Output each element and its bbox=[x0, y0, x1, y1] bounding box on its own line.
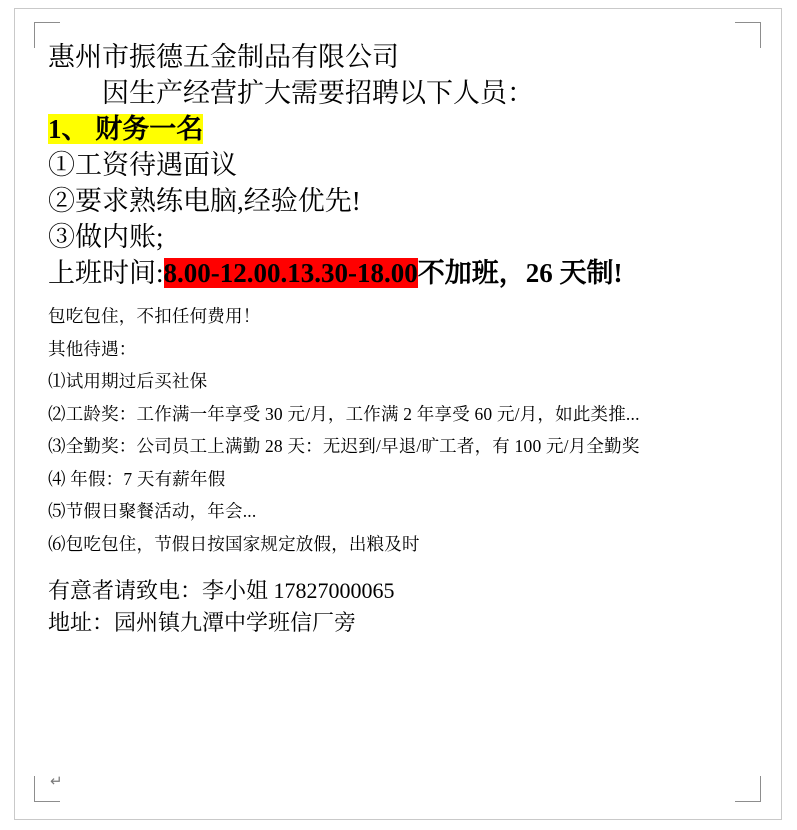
document-body bbox=[48, 44, 748, 634]
other-benefits-label: 其他待遇： bbox=[48, 338, 137, 359]
job-heading-line bbox=[48, 116, 748, 143]
work-time-highlight: 8.00-12.00.13.30-18.00 bbox=[163, 258, 418, 288]
work-time-suffix: 不加班，26 天制! bbox=[417, 258, 623, 288]
job-bullet-3: ③做内账; bbox=[48, 222, 164, 252]
benefit-item-1: ⑴试用期过后买社保 bbox=[48, 371, 208, 391]
note-free-board: 包吃包住，不扣任何费用！ bbox=[48, 306, 261, 326]
address-line: 地址：园州镇九潭中学班信厂旁 bbox=[48, 610, 357, 635]
company-title: 惠州市振德五金制品有限公司 bbox=[48, 42, 399, 72]
spacer bbox=[48, 296, 748, 302]
paragraph-mark: ↵ bbox=[50, 773, 63, 790]
work-time-line bbox=[48, 260, 748, 287]
work-time-prefix: 上班时间: bbox=[48, 258, 164, 288]
benefit-item-3: ⑶全勤奖：公司员工上满勤 28 天：无迟到/早退/旷工者，有 100 元/月全勤奖 bbox=[48, 436, 640, 456]
benefit-item-5: ⑸节假日聚餐活动，年会... bbox=[48, 501, 257, 521]
job-heading: 1、 财务一名 bbox=[48, 114, 204, 144]
benefit-item-2: ⑵工龄奖：工作满一年享受 30 元/月，工作满 2 年享受 60 元/月，如此类推... bbox=[48, 403, 640, 424]
benefit-item-6: ⑹包吃包住，节假日按国家规定放假，出粮及时 bbox=[48, 533, 420, 554]
job-bullet-1: ①工资待遇面议 bbox=[48, 150, 237, 180]
contact-line: 有意者请致电：李小姐 17827000065 bbox=[48, 578, 395, 603]
job-bullet-2: ②要求熟练电脑,经验优先! bbox=[48, 186, 361, 216]
crop-mark-bottom-right bbox=[735, 776, 761, 802]
recruit-subtitle: 因生产经营扩大需要招聘以下人员： bbox=[102, 78, 534, 108]
benefit-item-4: ⑷ 年假：7 天有薪年假 bbox=[48, 468, 226, 489]
